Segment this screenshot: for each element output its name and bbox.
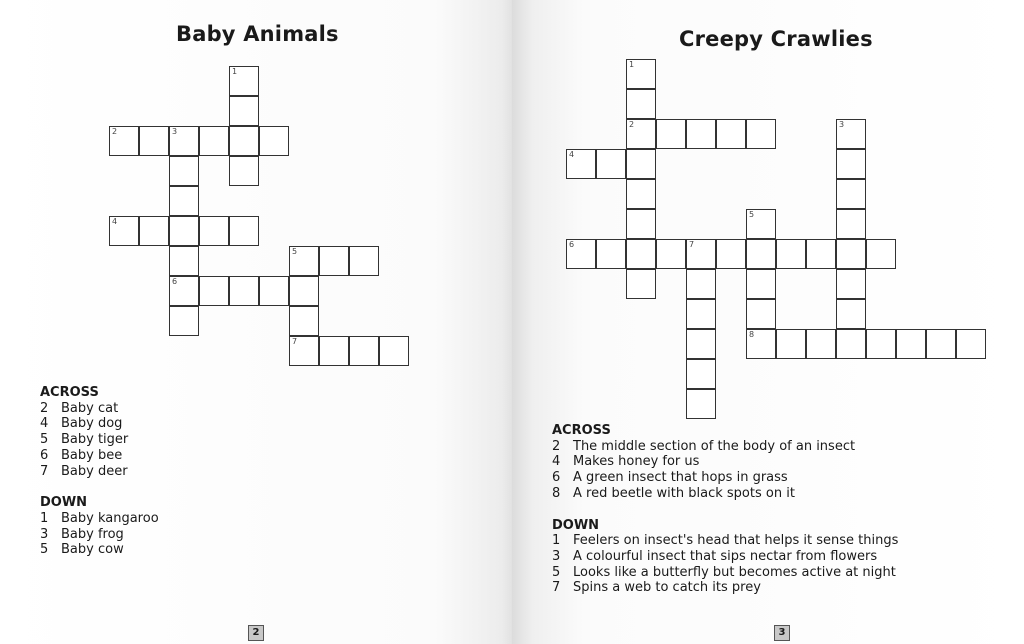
clue-item: [40, 401, 159, 417]
crossword-cell[interactable]: [626, 209, 656, 239]
crossword-cell[interactable]: [686, 239, 716, 269]
clue-text: Looks like a butterfly but becomes active at night: [573, 564, 896, 580]
page-number: 3: [774, 625, 790, 641]
across-heading: ACROSS: [552, 423, 611, 438]
clue-text: Baby deer: [61, 463, 128, 479]
clue-item: [40, 416, 159, 432]
crossword-cell[interactable]: [289, 306, 319, 336]
crossword-cell[interactable]: [896, 329, 926, 359]
crossword-cell[interactable]: [229, 276, 259, 306]
crossword-cell[interactable]: [229, 216, 259, 246]
crossword-cell[interactable]: [199, 276, 229, 306]
clue-number: 1: [40, 510, 49, 526]
crossword-cell[interactable]: [746, 269, 776, 299]
crossword-cell[interactable]: [626, 59, 656, 89]
clue-text: A red beetle with black spots on it: [573, 485, 795, 501]
crossword-cell[interactable]: [319, 336, 349, 366]
clue-number: 5: [40, 432, 49, 448]
crossword-cell[interactable]: [626, 149, 656, 179]
crossword-cell[interactable]: [139, 216, 169, 246]
crossword-cell[interactable]: [349, 336, 379, 366]
crossword-cell[interactable]: [596, 239, 626, 269]
clue-number: 3: [552, 548, 561, 564]
clue-text: A green insect that hops in grass: [573, 470, 788, 486]
crossword-cell[interactable]: [229, 156, 259, 186]
crossword-cell[interactable]: [686, 389, 716, 419]
crossword-cell[interactable]: [169, 186, 199, 216]
crossword-cell[interactable]: [746, 119, 776, 149]
crossword-cell[interactable]: [656, 119, 686, 149]
crossword-cell[interactable]: [926, 329, 956, 359]
clue-item: [552, 549, 898, 565]
crossword-cell[interactable]: [259, 276, 289, 306]
cell-clue-number: 6: [569, 240, 575, 249]
crossword-cell[interactable]: [686, 119, 716, 149]
crossword-cell[interactable]: [169, 246, 199, 276]
crossword-cell[interactable]: [319, 246, 349, 276]
crossword-cell[interactable]: [169, 276, 199, 306]
clue-item: [552, 565, 898, 581]
down-heading: DOWN: [40, 495, 88, 511]
crossword-cell[interactable]: [566, 239, 596, 269]
crossword-cell[interactable]: [229, 66, 259, 96]
clue-number: 5: [40, 542, 49, 558]
crossword-cell[interactable]: [836, 329, 866, 359]
cell-clue-number: 1: [629, 60, 635, 69]
across-heading: ACROSS: [40, 385, 99, 400]
crossword-cell[interactable]: [686, 269, 716, 299]
crossword-cell[interactable]: [626, 179, 656, 209]
crossword-cell[interactable]: [289, 246, 319, 276]
crossword-cell[interactable]: [836, 209, 866, 239]
crossword-cell[interactable]: [139, 126, 169, 156]
cell-clue-number: 4: [112, 217, 118, 226]
crossword-cell[interactable]: [169, 216, 199, 246]
crossword-cell[interactable]: [806, 239, 836, 269]
crossword-cell[interactable]: [686, 329, 716, 359]
crossword-cell[interactable]: [596, 149, 626, 179]
clue-text: Feelers on insect's head that helps it sense things: [573, 533, 899, 549]
clue-text: Baby tiger: [61, 432, 129, 448]
clue-number: 7: [40, 463, 49, 479]
crossword-cell[interactable]: [956, 329, 986, 359]
right-page-title: Creepy Crawlies: [679, 27, 873, 51]
crossword-cell[interactable]: [836, 119, 866, 149]
crossword-cell[interactable]: [866, 329, 896, 359]
crossword-cell[interactable]: [836, 299, 866, 329]
right-page: [512, 0, 1024, 644]
clue-number: 8: [552, 485, 561, 501]
cell-clue-number: 6: [172, 277, 178, 286]
cell-clue-number: 3: [172, 127, 178, 136]
clue-text: Baby frog: [61, 526, 124, 542]
crossword-cell[interactable]: [686, 299, 716, 329]
cell-clue-number: 2: [112, 127, 118, 136]
clue-number: 4: [40, 416, 49, 432]
crossword-cell[interactable]: [199, 216, 229, 246]
crossword-cell[interactable]: [746, 239, 776, 269]
crossword-cell[interactable]: [199, 126, 229, 156]
page-number: 2: [248, 625, 264, 641]
crossword-cell[interactable]: [626, 89, 656, 119]
crossword-cell[interactable]: [229, 96, 259, 126]
crossword-cell[interactable]: [626, 239, 656, 269]
crossword-cell[interactable]: [746, 299, 776, 329]
clue-number: 1: [552, 533, 561, 549]
crossword-cell[interactable]: [289, 276, 319, 306]
crossword-cell[interactable]: [289, 336, 319, 366]
clue-item: [552, 470, 898, 486]
crossword-cell[interactable]: [866, 239, 896, 269]
clue-number: 3: [40, 526, 49, 542]
clue-item: [40, 527, 159, 543]
cell-clue-number: 5: [292, 247, 298, 256]
cell-clue-number: 7: [689, 240, 695, 249]
clue-item: [40, 448, 159, 464]
clue-item: [40, 511, 159, 527]
crossword-cell[interactable]: [169, 156, 199, 186]
clue-number: 4: [552, 454, 561, 470]
crossword-cell[interactable]: [349, 246, 379, 276]
crossword-cell[interactable]: [836, 269, 866, 299]
left-page-title: Baby Animals: [176, 22, 339, 46]
crossword-cell[interactable]: [836, 179, 866, 209]
crossword-cell[interactable]: [626, 269, 656, 299]
cell-clue-number: 3: [839, 120, 845, 129]
crossword-cell[interactable]: [836, 149, 866, 179]
clue-item: [40, 542, 159, 558]
left-clue-list: [40, 385, 159, 558]
crossword-cell[interactable]: [626, 119, 656, 149]
clue-item: [40, 432, 159, 448]
clue-text: Baby kangaroo: [61, 510, 159, 526]
cell-clue-number: 2: [629, 120, 635, 129]
cell-clue-number: 4: [569, 150, 575, 159]
crossword-cell[interactable]: [686, 359, 716, 389]
crossword-cell[interactable]: [746, 209, 776, 239]
cell-clue-number: 1: [232, 67, 238, 76]
crossword-cell[interactable]: [379, 336, 409, 366]
crossword-cell[interactable]: [776, 329, 806, 359]
cell-clue-number: 8: [749, 330, 755, 339]
clue-number: 5: [552, 564, 561, 580]
crossword-cell[interactable]: [836, 239, 866, 269]
crossword-cell[interactable]: [776, 239, 806, 269]
clue-text: Baby cat: [61, 400, 119, 416]
crossword-cell[interactable]: [566, 149, 596, 179]
right-clue-list: [552, 423, 898, 596]
clue-number: 6: [552, 470, 561, 486]
crossword-cell[interactable]: [716, 239, 746, 269]
clue-text: Spins a web to catch its prey: [573, 580, 761, 596]
clue-text: Baby dog: [61, 416, 123, 432]
down-heading: DOWN: [552, 517, 600, 533]
clue-number: 2: [552, 438, 561, 454]
crossword-cell[interactable]: [169, 306, 199, 336]
clue-item: [552, 580, 898, 596]
clue-number: 7: [552, 580, 561, 596]
clue-number: 6: [40, 447, 49, 463]
crossword-cell[interactable]: [109, 216, 139, 246]
crossword-cell[interactable]: [229, 126, 259, 156]
crossword-cell[interactable]: [656, 239, 686, 269]
clue-text: Baby bee: [61, 447, 123, 463]
crossword-cell[interactable]: [806, 329, 836, 359]
clue-text: A colourful insect that sips nectar from flowers: [573, 548, 878, 564]
crossword-cell[interactable]: [109, 126, 139, 156]
clue-item: [40, 464, 159, 480]
clue-text: Makes honey for us: [573, 454, 700, 470]
crossword-cell[interactable]: [716, 119, 746, 149]
crossword-cell[interactable]: [746, 329, 776, 359]
clue-item: [552, 439, 898, 455]
crossword-cell[interactable]: [169, 126, 199, 156]
clue-number: 2: [40, 400, 49, 416]
crossword-cell[interactable]: [259, 126, 289, 156]
clue-item: [552, 533, 898, 549]
clue-item: [552, 486, 898, 502]
clue-item: [552, 454, 898, 470]
cell-clue-number: 7: [292, 337, 298, 346]
cell-clue-number: 5: [749, 210, 755, 219]
clue-text: The middle section of the body of an insect: [573, 438, 856, 454]
clue-text: Baby cow: [61, 542, 124, 558]
